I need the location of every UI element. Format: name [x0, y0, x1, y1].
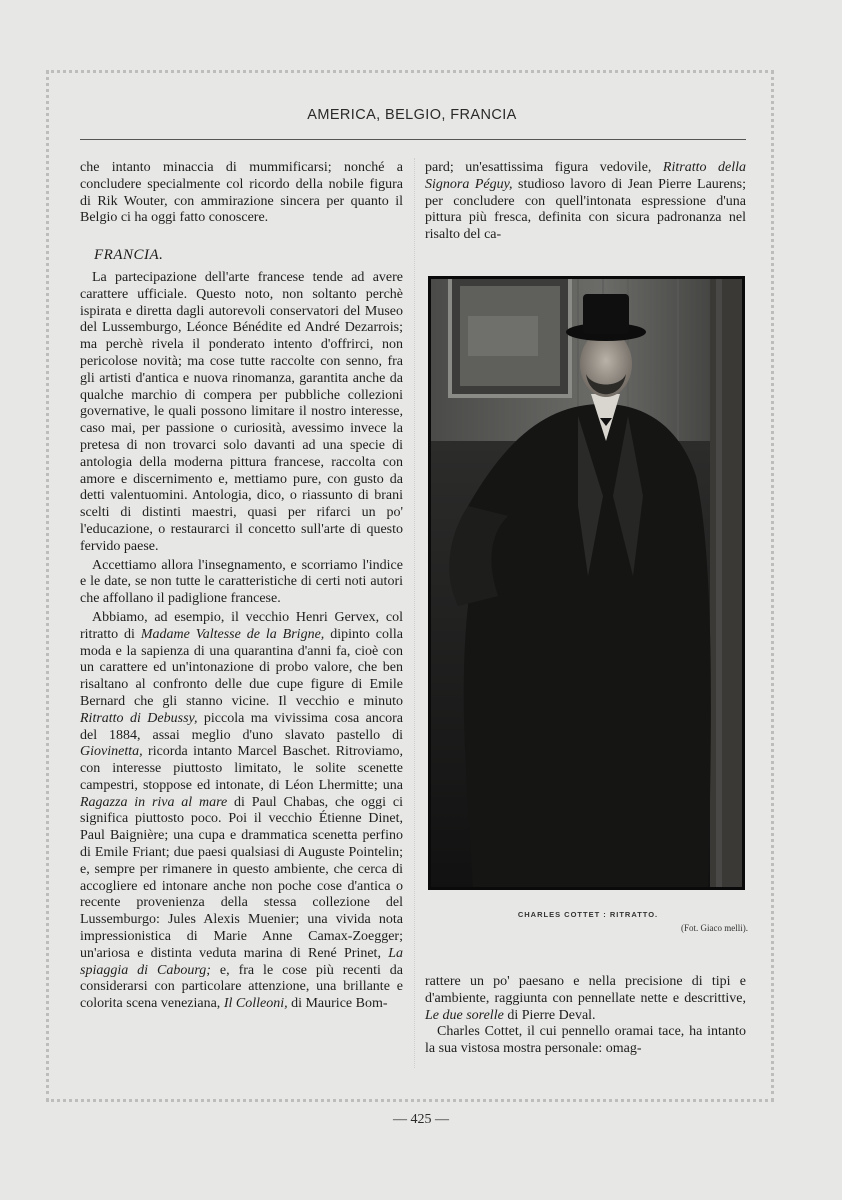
artwork-title: Ritratto della Signora Péguy, [425, 160, 746, 192]
text-run: Abbiamo, ad esempio, il vecchio Henri Gervex, col ritratto di [80, 609, 403, 642]
portrait-photograph [428, 276, 745, 890]
text-run: piccola ma vivissima cosa ancora del 1884, assai meglio d'uno slavato pastello di [80, 710, 403, 743]
artwork-title: La spiaggia di Cabourg; [80, 945, 403, 978]
text-run: ricorda intanto Marcel Baschet. Ritroviamo, con interesse piuttosto limitato, le solite scenette campestri, stoppose ed intonate, di Léon Lhermitte; una [80, 744, 403, 793]
artwork-title: Ragazza in riva al mare [80, 794, 228, 810]
artwork-title: Le due sorelle [425, 1007, 504, 1023]
portrait-illustration [428, 276, 745, 890]
header-rule [80, 139, 746, 140]
text-run: dipinto colla moda e la sapienza di una quarantina d'anni fa, cioè con un carattere ed un'intonazione di probo valore, che ben risaltano al confronto delle due cupe figure di Emile Bernard che gli stanno vicine. Il vecchio e minuto [80, 626, 403, 709]
text-run: studioso lavoro di Jean Pierre Laurens; per concludere con quell'intonata espressione d'una pittura più fresca, definita con sicura padronanza nel risalto del ca- [425, 176, 746, 243]
paragraph-1: La partecipazione dell'arte francese tende ad avere carattere ufficiale. Questo noto, non soltanto perchè ispirata e diretta dagli autorevoli conservatori del Museo del Lussemburgo, Léonce Bénédite ed André Dezarrois; ma perchè rivela il ponderato intento d'offrirci, non pericolose novità; ma cose tutte raccolte con senno, fra gli artisti d'antica e nuova rinomanza, garantita anche da qualche marchio di compera per pubbliche collezioni governative, le quali possono limitare il nostro interesse, caso mai, per passione o curiosità, avessimo invece la pretesa di non trovarci solo davanti ad una specie di antologia della moderna pittura francese, raccolta con amore e discernimento e, mettiamo pure, con gusto da detti valentuomini. Antologia, dico, o riassunto di brani scelti di distinti maestri, quasi per rifarci un po' l'educazione, o restaurarci il concetto sull'arte di questo fervido paese. [80, 269, 403, 554]
paragraph-2: Accettiamo allora l'insegnamento, e scorriamo l'indice e le date, se non tutte le caratteristiche di certi noti autori che affollano il padiglione francese. [80, 557, 403, 607]
photo-credit: (Fot. Giaco melli). [681, 923, 748, 933]
artwork-title: Giovinetta, [80, 744, 143, 760]
paragraph-continued-2 [425, 974, 746, 1024]
column-divider [414, 158, 415, 1068]
right-column-top [425, 160, 746, 244]
paragraph-intro: che intanto minaccia di mummificarsi; nonché a concludere specialmente col ricordo della nobile figura di Rik Wouter, con ammirazione sincera per quanto il Belgio ci ha oggi fatto conoscere. [80, 160, 403, 226]
text-run: rattere un po' paesano e nella precisione di tipi e d'ambiente, raggiunta con pennellate nette e descrittive, [425, 974, 746, 1006]
text-run: e, fra le cose più recenti da considerarsi con particolare attenzione, una brillante e colorita scena veneziana, [80, 962, 404, 1012]
paragraph-cottet: Charles Cottet, il cui pennello oramai tace, ha intanto la sua vistosa mostra personale: omag- [425, 1024, 746, 1057]
artwork-title: Ritratto di Debussy, [80, 710, 198, 726]
running-header: AMERICA, BELGIO, FRANCIA [307, 107, 517, 123]
figure-caption [428, 910, 748, 933]
text-run: di Paul Chabas, che oggi ci significa piuttosto poco. Poi il vecchio Étienne Dinet, Paul Baignière; una cupa e drammatica scenetta perfino di Emile Friant; due paesi qualsiasi di Auguste Pointelin; e, sempre per rimanere in questo ambiente, che cerca di accogliere ed intonare anche non poche cose d'antica o recente provenienza della stessa collezione del Lussemburgo: Jules Alexis Muenier; una vivida nota impressionistica di Marie Anne Camax-Zoegger; un'ariosa e distinta veduta marina di René Prinet, [80, 794, 403, 961]
artwork-title: Madame Valtesse de la Brigne, [140, 626, 325, 642]
page-number: — 425 — [393, 1112, 449, 1127]
right-column-bottom [425, 974, 746, 1058]
paragraph-3 [80, 610, 403, 1013]
text-run: di Maurice Bom- [287, 996, 388, 1012]
text-run: pard; un'esattissima figura vedovile, [425, 160, 663, 175]
left-column [80, 160, 403, 1013]
section-title-francia: FRANCIA. [94, 247, 164, 264]
text-run: di Pierre Deval. [503, 1007, 596, 1023]
artwork-title: Il Colleoni, [223, 996, 288, 1012]
caption-title: CHARLES COTTET : RITRATTO. [517, 910, 659, 919]
paragraph-continued [425, 160, 746, 244]
